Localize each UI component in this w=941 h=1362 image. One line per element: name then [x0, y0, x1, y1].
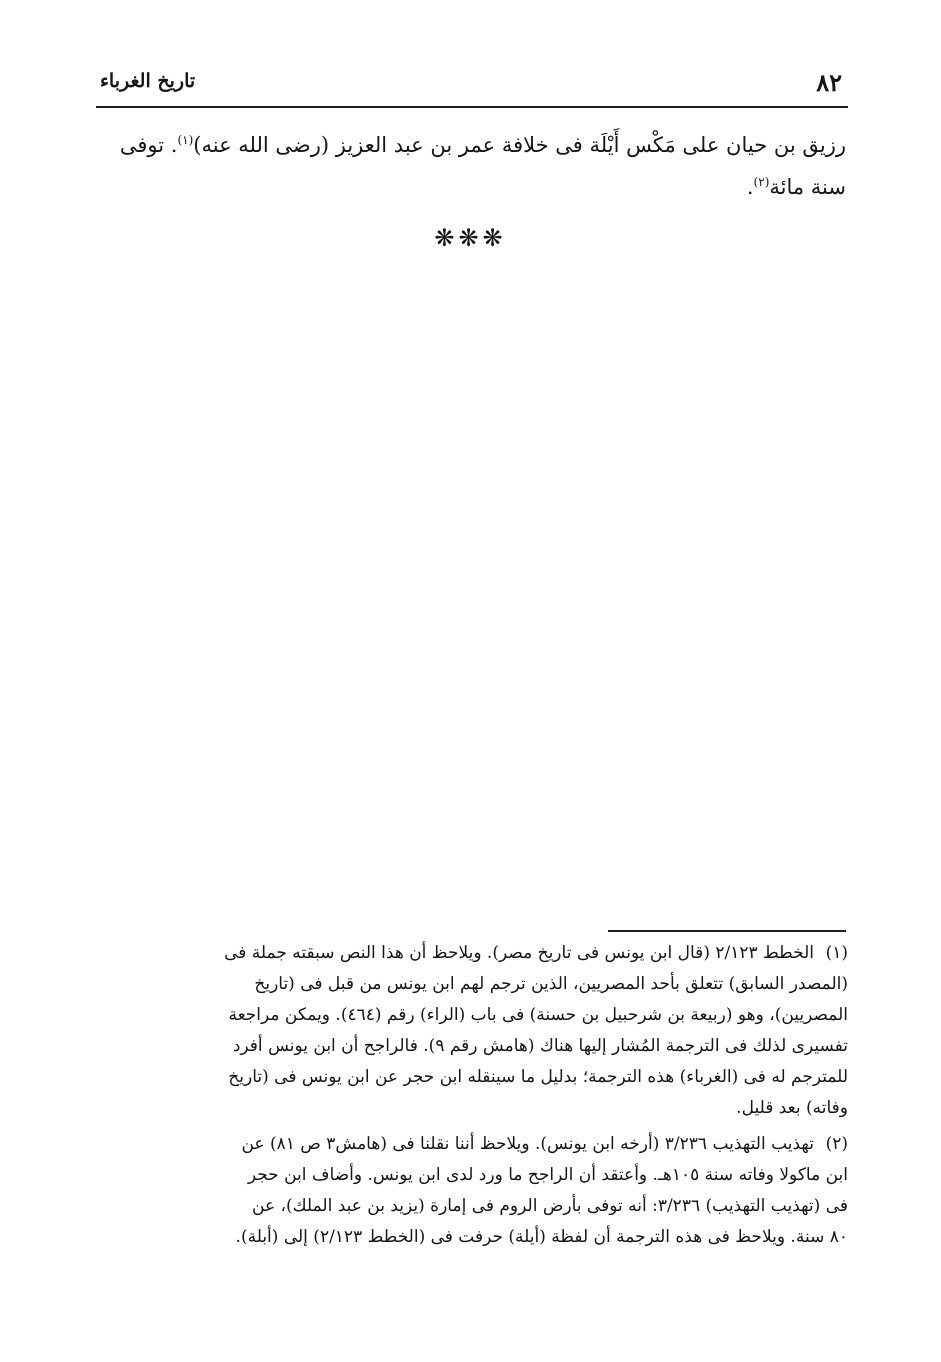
footnote-reference-1: (١)	[177, 133, 194, 147]
main-text-line-2	[106, 166, 846, 208]
section-divider-ornament: ❋❋❋	[434, 224, 507, 252]
footnote-separator	[608, 930, 846, 932]
running-title: تاريخ الغرباء	[100, 70, 196, 92]
footnote-number: (١)	[825, 943, 848, 963]
footnote-line: المصريين)، وهو (ربيعة بن شرحبيل بن حسنة) فى باب (الراء) رقم (٤٦٤). ويمكن مراجعة	[228, 1005, 848, 1025]
main-text-segment: . توفى	[119, 133, 178, 157]
footnote-line: للمترجم له فى (الغرباء) هذه الترجمة؛ بدليل ما سينقله ابن حجر عن ابن يونس فى (تاريخ	[228, 1067, 848, 1087]
footnote-reference-2: (٢)	[753, 175, 770, 189]
header-rule	[96, 106, 848, 108]
main-text-segment: .	[746, 175, 754, 199]
footnotes	[108, 938, 848, 1258]
main-text-segment: سنة مائة	[769, 175, 846, 199]
page-header	[96, 66, 848, 106]
footnote-line: الخطط ٢/١٢٣ (قال ابن يونس فى تاريخ مصر). ويلاحظ أن هذا النص سبقته جملة فى	[224, 943, 814, 963]
main-text-segment: رزيق بن حيان على مَكْس أَيْلَة فى خلافة عمر بن عبد العزيز (رضى الله عنه)	[193, 133, 846, 157]
footnote-number: (٢)	[825, 1134, 848, 1154]
main-text-line-1	[106, 124, 846, 166]
footnote-line: ابن ماكولا وفاته سنة ١٠٥هـ. وأعتقد أن الراجح ما ورد لدى ابن يونس. وأضاف ابن حجر	[247, 1165, 848, 1185]
footnote-line: وفاته) بعد قليل.	[736, 1098, 848, 1118]
footnote-line: ٨٠ سنة. ويلاحظ فى هذه الترجمة أن لفظة (أيلة) حرفت فى (الخطط ٢/١٢٣) إلى (أبلة).	[235, 1227, 848, 1247]
footnote-line: تفسيرى لذلك فى الترجمة المُشار إليها هناك (هامش رقم ٩). فالراجح أن ابن يونس أفرد	[232, 1036, 848, 1056]
footnote-line: فى (تهذيب التهذيب) ٣/٢٣٦: أنه توفى بأرض الروم فى إمارة (يزيد بن عبد الملك)، عن	[252, 1196, 848, 1216]
footnote-2	[108, 1129, 848, 1253]
footnote-line: تهذيب التهذيب ٣/٢٣٦ (أرخه ابن يونس). ويلاحظ أننا نقلنا فى (هامش٣ ص ٨١) عن	[241, 1134, 814, 1154]
footnote-line: (المصدر السابق) تتعلق بأحد المصريين، الذين ترجم لهم ابن يونس من قبل فى (تاريخ	[254, 974, 848, 994]
page-number: ٨٢	[816, 68, 842, 97]
footnote-1	[108, 938, 848, 1124]
main-text	[106, 124, 846, 208]
